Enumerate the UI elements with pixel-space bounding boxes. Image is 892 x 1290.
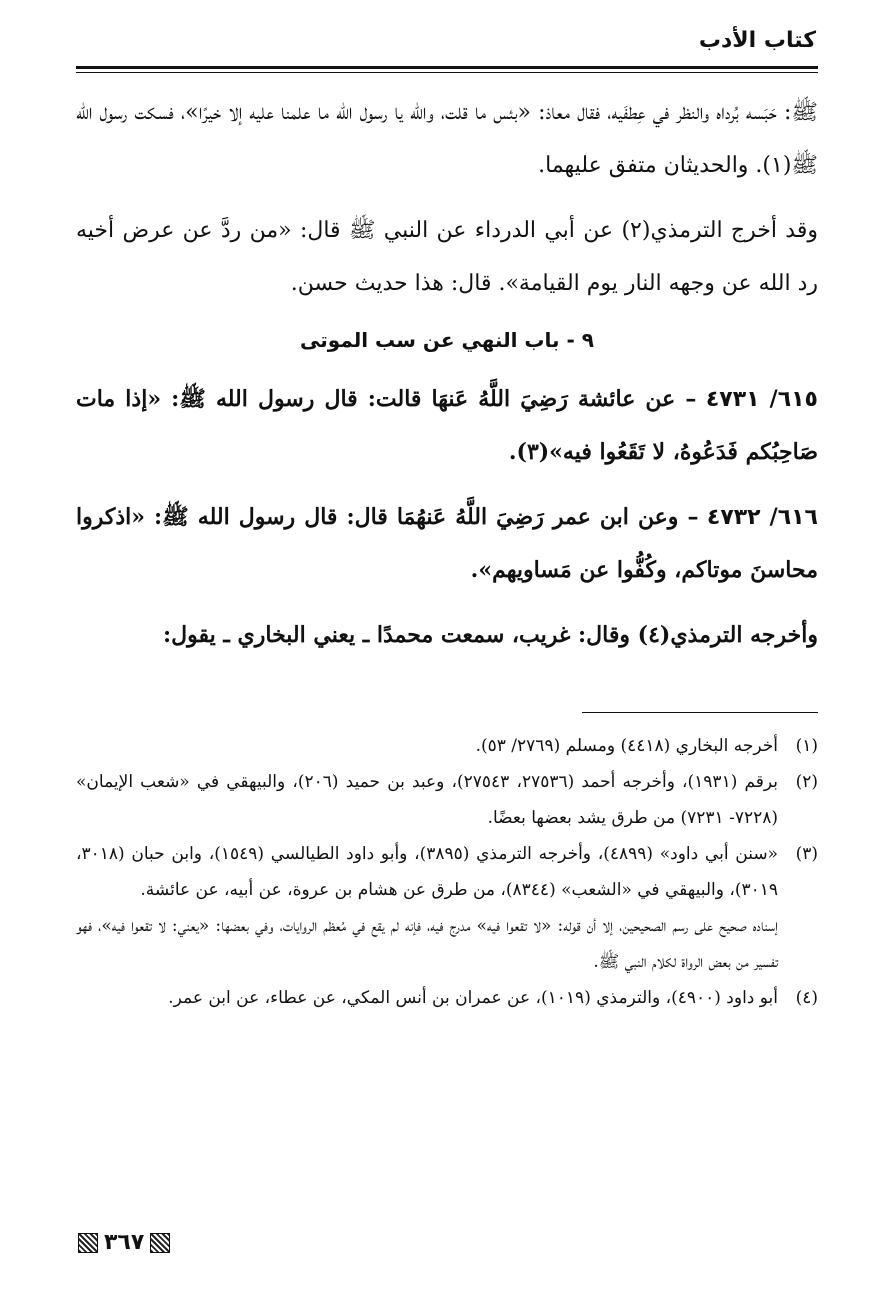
- footnote-number: (٤): [795, 988, 818, 1008]
- footnote-3-continuation: إسناده صحيح على رسم الصحيحين، إلا أن قوله: «لا تقعوا فيه» مدرج فيه، فإنه لم يقع في مُعظم الروايات، وفي بعضها: «يعني: لا تقعوا فيه»، فهو تفسير من بعض الرواة لكلام النبي ﷺ.: [76, 916, 778, 972]
- hadith-616-text: – وعن ابن عمر رَضِيَ اللَّهُ عَنهُمَا قال: قال رسول الله ﷺ: «اذكروا محاسنَ موتاكم، وكُفُّوا عن مَساويهم».: [76, 504, 818, 583]
- paragraph-gap: [76, 192, 818, 204]
- paragraph-2: وقد أخرج الترمذي(٢) عن أبي الدرداء عن النبي ﷺ قال: «من ردَّ عن عرض أخيه رد الله عن وجهه النار يوم القيامة». قال: هذا حديث حسن.: [76, 218, 818, 296]
- page-number: [78, 1230, 170, 1255]
- paragraph-gap: [76, 597, 818, 609]
- footnote-4: [76, 980, 818, 1016]
- footnote-number: (١): [795, 736, 818, 756]
- paragraph-3: وأخرجه الترمذي(٤) وقال: غريب، سمعت محمدًا ـ يعني البخاري ـ يقول:: [163, 622, 818, 648]
- main-text: [76, 86, 818, 662]
- paragraph-1: ﷺ: حَبَسه بُرداه والنظر في عِطفَيه، فقال معاذ: «بئس ما قلت، والله يا رسول الله ما علمنا عليه إلا خيرًا»، فسكت رسول الله ﷺ(١). والحديثان متفق عليهما.: [76, 100, 818, 178]
- hadith-615: [76, 373, 818, 479]
- paragraph-gap: [76, 479, 818, 491]
- footnote-3: [76, 836, 818, 908]
- footnote-text: «سنن أبي داود» (٤٨٩٩)، وأخرجه الترمذي (٣٨٩٥)، وأبو داود الطيالسي (١٥٤٩)، وابن حبان (٣٠١٨، ٣٠١٩)، والبيهقي في «الشعب» (٨٣٤٤)، من طرق عن هشام بن عروة، عن أبيه، عن عائشة.: [76, 844, 778, 900]
- footnote-2: [76, 764, 818, 836]
- footnote-number: (٢): [795, 772, 818, 792]
- footnote-separator: [582, 712, 818, 713]
- footnote-number: (٣): [795, 844, 818, 864]
- footnote-1: [76, 728, 818, 764]
- ornament-icon: [78, 1233, 98, 1253]
- running-header: كتاب الأدب: [698, 28, 816, 53]
- hadith-615-text: – عن عائشة رَضِيَ اللَّهُ عَنهَا قالت: قال رسول الله ﷺ: «إذا مات صَاحِبُكم فَدَعُوهُ، لا تَقَعُوا فيه»(٣).: [76, 386, 818, 465]
- hadith-616-number: ٦١٦/ ٤٧٣٢: [706, 505, 818, 530]
- hadith-615-number: ٦١٥/ ٤٧٣١: [705, 387, 818, 412]
- ornament-icon: [150, 1233, 170, 1253]
- header-rule-thin: [76, 72, 818, 73]
- footnotes: [76, 728, 818, 1016]
- footnote-text: برقم (١٩٣١)، وأخرجه أحمد (٢٧٥٣٦، ٢٧٥٤٣)، وعبد بن حميد (٢٠٦)، والبيهقي في «شعب الإيمان» (٧٢٢٨- ٧٢٣١) من طرق يشد بعضها بعضًا.: [76, 772, 779, 828]
- footnote-text: أخرجه البخاري (٤٤١٨) ومسلم (٢٧٦٩/ ٥٣).: [475, 736, 778, 756]
- hadith-616: [76, 491, 818, 597]
- footnote-text: أبو داود (٤٩٠٠)، والترمذي (١٠١٩)، عن عمران بن أنس المكي، عن عطاء، عن ابن عمر.: [168, 988, 778, 1008]
- chapter-title: ٩ - باب النهي عن سب الموتى: [300, 328, 594, 352]
- page-number-text: ٣٦٧: [104, 1230, 145, 1255]
- header-rule: [76, 66, 818, 69]
